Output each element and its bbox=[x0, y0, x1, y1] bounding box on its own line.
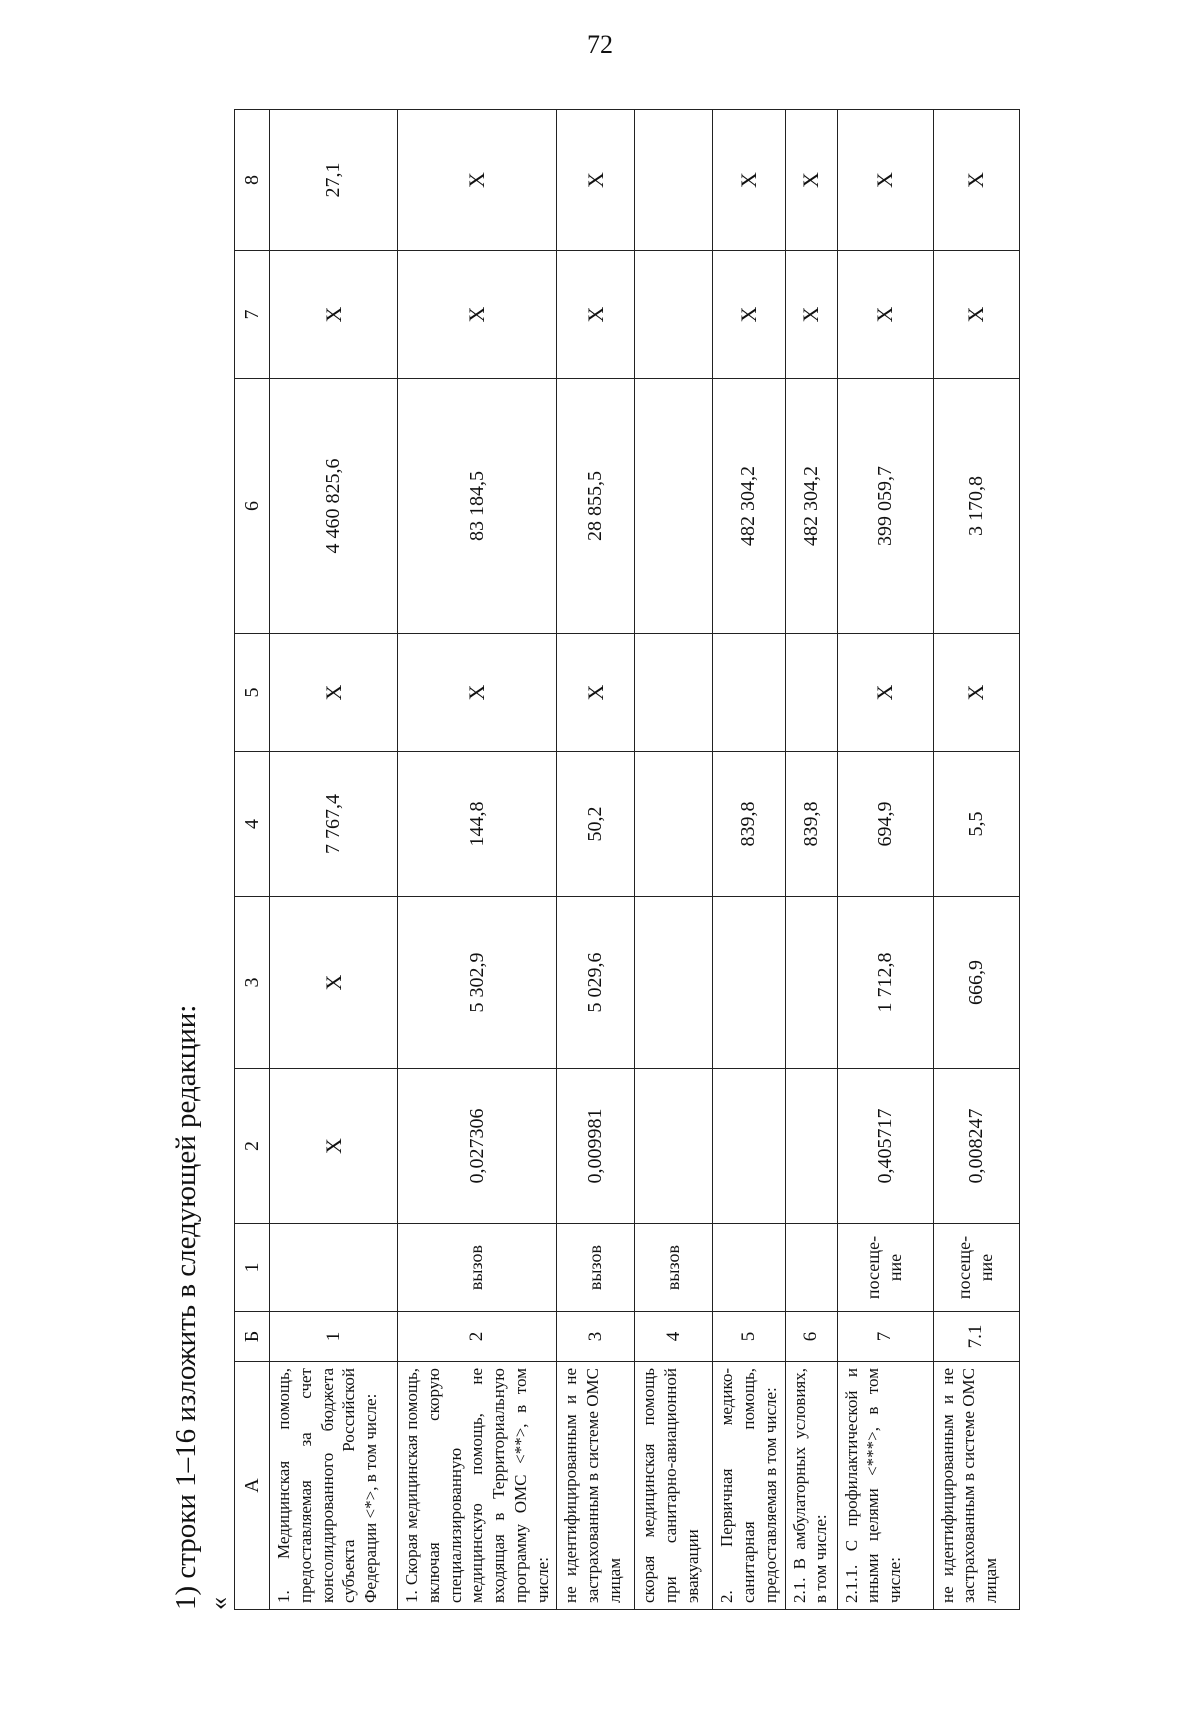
cell-col-3: 5 029,6 bbox=[557, 897, 635, 1069]
table-row bbox=[557, 110, 635, 1610]
unit-cell: вызов bbox=[635, 1224, 713, 1312]
col-header-6: 6 bbox=[235, 379, 270, 634]
cell-col-2: 0,008247 bbox=[933, 1069, 1019, 1224]
cell-col-8: 27,1 bbox=[270, 110, 398, 251]
row-name: 1. Скорая медицинская помощь, включая скорую специализированную медицинскую помощь, не входящая в Территориальную программу ОМС <**>, в том числе: bbox=[398, 1362, 557, 1610]
cell-col-2: 0,405717 bbox=[837, 1069, 933, 1224]
cell-col-5 bbox=[713, 634, 785, 752]
rotated-content bbox=[170, 110, 1050, 1610]
table-row bbox=[270, 110, 398, 1610]
row-number: 7 bbox=[837, 1312, 933, 1362]
unit-cell: посеще-ние bbox=[837, 1224, 933, 1312]
cell-col-4: 694,9 bbox=[837, 752, 933, 897]
cell-col-3 bbox=[635, 897, 713, 1069]
cell-col-4: 839,8 bbox=[785, 752, 837, 897]
cell-col-3: 666,9 bbox=[933, 897, 1019, 1069]
cell-col-8: Х bbox=[837, 110, 933, 251]
cell-col-5: Х bbox=[557, 634, 635, 752]
row-number: 1 bbox=[270, 1312, 398, 1362]
cell-col-8: Х bbox=[557, 110, 635, 251]
cell-col-4: 5,5 bbox=[933, 752, 1019, 897]
page-number: 72 bbox=[587, 30, 613, 59]
cell-col-3: 1 712,8 bbox=[837, 897, 933, 1069]
cell-col-8: Х bbox=[398, 110, 557, 251]
cell-col-6 bbox=[635, 379, 713, 634]
cell-col-6: 482 304,2 bbox=[713, 379, 785, 634]
cell-col-5 bbox=[635, 634, 713, 752]
cell-col-8: Х bbox=[785, 110, 837, 251]
row-number: 4 bbox=[635, 1312, 713, 1362]
col-header-7: 7 bbox=[235, 251, 270, 379]
cell-col-2 bbox=[785, 1069, 837, 1224]
cell-col-8: Х bbox=[713, 110, 785, 251]
cell-col-4: 50,2 bbox=[557, 752, 635, 897]
table-row bbox=[837, 110, 933, 1610]
cell-col-6: 83 184,5 bbox=[398, 379, 557, 634]
row-number: 7.1 bbox=[933, 1312, 1019, 1362]
row-number: 2 bbox=[398, 1312, 557, 1362]
cell-col-5: Х bbox=[270, 634, 398, 752]
table-row bbox=[398, 110, 557, 1610]
row-name: скорая медицинская помощь при санитарно-авиационной эвакуации bbox=[635, 1362, 713, 1610]
cell-col-7: Х bbox=[270, 251, 398, 379]
cell-col-7: Х bbox=[713, 251, 785, 379]
col-header-3: 3 bbox=[235, 897, 270, 1069]
cell-col-6: 28 855,5 bbox=[557, 379, 635, 634]
cell-col-7 bbox=[635, 251, 713, 379]
cell-col-2: 0,027306 bbox=[398, 1069, 557, 1224]
unit-cell bbox=[785, 1224, 837, 1312]
cell-col-5: Х bbox=[837, 634, 933, 752]
cell-col-6: 4 460 825,6 bbox=[270, 379, 398, 634]
cell-col-3: Х bbox=[270, 897, 398, 1069]
col-header-4: 4 bbox=[235, 752, 270, 897]
cell-col-7: Х bbox=[785, 251, 837, 379]
table-header-row bbox=[235, 110, 270, 1610]
row-name: не идентифицированным и не застрахованным в системе ОМС лицам bbox=[933, 1362, 1019, 1610]
col-header-1: 1 bbox=[235, 1224, 270, 1312]
cell-col-5: Х bbox=[398, 634, 557, 752]
table-row bbox=[713, 110, 785, 1610]
cell-col-3: 5 302,9 bbox=[398, 897, 557, 1069]
col-header-5: 5 bbox=[235, 634, 270, 752]
table-row bbox=[785, 110, 837, 1610]
cell-col-8: Х bbox=[933, 110, 1019, 251]
row-name: 1. Медицинская помощь, предоставляемая за счет консолидированного бюджета субъекта Российской Федерации <*>, в том числе: bbox=[270, 1362, 398, 1610]
cell-col-2: Х bbox=[270, 1069, 398, 1224]
cell-col-8 bbox=[635, 110, 713, 251]
col-header-a: А bbox=[235, 1362, 270, 1610]
cell-col-3 bbox=[713, 897, 785, 1069]
col-header-8: 8 bbox=[235, 110, 270, 251]
col-header-b: Б bbox=[235, 1312, 270, 1362]
cell-col-6: 482 304,2 bbox=[785, 379, 837, 634]
table-row bbox=[635, 110, 713, 1610]
cell-col-6: 3 170,8 bbox=[933, 379, 1019, 634]
cell-col-7: Х bbox=[557, 251, 635, 379]
row-name: 2.1.1. С профилактической и иными целями <***>, в том числе: bbox=[837, 1362, 933, 1610]
row-name: не идентифицированным и не застрахованным в системе ОМС лицам bbox=[557, 1362, 635, 1610]
row-number: 5 bbox=[713, 1312, 785, 1362]
col-header-2: 2 bbox=[235, 1069, 270, 1224]
cell-col-4: 839,8 bbox=[713, 752, 785, 897]
cell-col-2: 0,009981 bbox=[557, 1069, 635, 1224]
cell-col-7: Х bbox=[837, 251, 933, 379]
table-row bbox=[933, 110, 1019, 1610]
cell-col-4: 7 767,4 bbox=[270, 752, 398, 897]
cell-col-2 bbox=[713, 1069, 785, 1224]
data-table bbox=[234, 109, 1020, 1610]
row-name: 2.1. В амбулаторных условиях, в том числе: bbox=[785, 1362, 837, 1610]
cell-col-4: 144,8 bbox=[398, 752, 557, 897]
amendment-caption: 1) строки 1–16 изложить в следующей редакции: bbox=[170, 1004, 202, 1610]
cell-col-7: Х bbox=[933, 251, 1019, 379]
row-number: 3 bbox=[557, 1312, 635, 1362]
row-name: 2. Первичная медико-санитарная помощь, предоставляемая в том числе: bbox=[713, 1362, 785, 1610]
opening-quote: « bbox=[204, 1597, 233, 1610]
unit-cell: вызов bbox=[557, 1224, 635, 1312]
cell-col-5 bbox=[785, 634, 837, 752]
cell-col-4 bbox=[635, 752, 713, 897]
unit-cell bbox=[713, 1224, 785, 1312]
cell-col-7: Х bbox=[398, 251, 557, 379]
cell-col-6: 399 059,7 bbox=[837, 379, 933, 634]
unit-cell bbox=[270, 1224, 398, 1312]
cell-col-5: Х bbox=[933, 634, 1019, 752]
cell-col-3 bbox=[785, 897, 837, 1069]
unit-cell: вызов bbox=[398, 1224, 557, 1312]
unit-cell: посеще-ние bbox=[933, 1224, 1019, 1312]
cell-col-2 bbox=[635, 1069, 713, 1224]
row-number: 6 bbox=[785, 1312, 837, 1362]
